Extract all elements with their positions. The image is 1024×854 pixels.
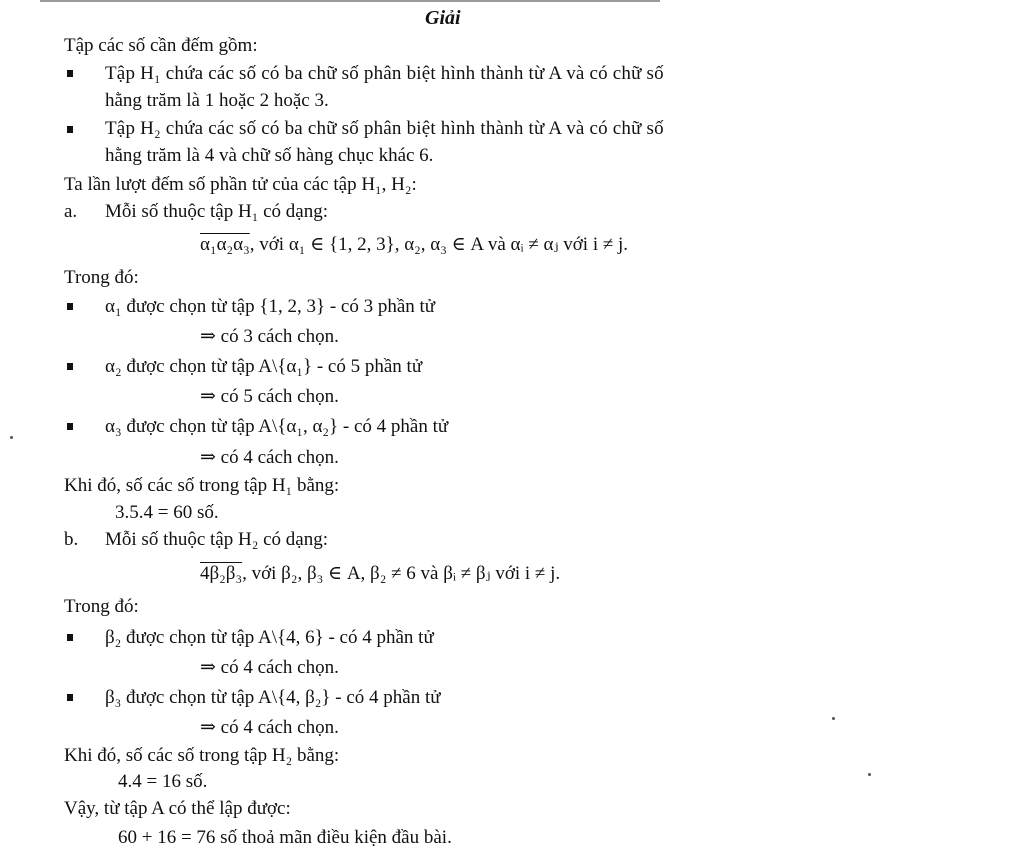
h1-description-line1: Tập H₁ chứa các số có ba chữ số phân biệt hình thành từ A và có chữ số bbox=[105, 63, 664, 84]
form-a bbox=[200, 233, 628, 257]
trong-do-b: Trong đó: bbox=[64, 596, 139, 617]
h2-description-line1: Tập H₂ chứa các số có ba chữ số phân biệt hình thành từ A và có chữ số bbox=[105, 118, 664, 139]
scan-speck bbox=[832, 717, 835, 720]
b3-result: ⇒ có 4 cách chọn. bbox=[200, 717, 339, 738]
result-a: 3.5.4 = 60 số. bbox=[115, 502, 219, 523]
a3-result: ⇒ có 4 cách chọn. bbox=[200, 447, 339, 468]
a2-line: α₂ được chọn từ tập A\{α₁} - có 5 phần tử bbox=[105, 356, 423, 377]
h1-description-line2: hằng trăm là 1 hoặc 2 hoặc 3. bbox=[105, 90, 329, 111]
intro-line: Tập các số cần đếm gồm: bbox=[64, 35, 258, 56]
solution-title: Giải bbox=[425, 7, 461, 29]
bullet-a3 bbox=[67, 423, 73, 430]
form-b-symbol: 4β₂β₃ bbox=[200, 563, 243, 584]
top-edge-remnant bbox=[40, 0, 660, 2]
bullet-h2 bbox=[67, 126, 73, 133]
part-b-label: b. bbox=[64, 529, 79, 550]
khi-do-b: Khi đó, số các số trong tập H₂ bằng: bbox=[64, 745, 340, 766]
a1-result: ⇒ có 3 cách chọn. bbox=[200, 326, 339, 347]
part-b-text: Mỗi số thuộc tập H₂ có dạng: bbox=[105, 529, 328, 550]
form-a-condition: , với α₁ ∈ {1, 2, 3}, α₂, α₃ ∈ A và αᵢ ≠ αⱼ với i ≠ j. bbox=[249, 234, 629, 255]
bullet-h1 bbox=[67, 70, 73, 77]
a1-line: α₁ được chọn từ tập {1, 2, 3} - có 3 phần tử bbox=[105, 296, 436, 317]
h2-description-line2: hằng trăm là 4 và chữ số hàng chục khác 6. bbox=[105, 145, 434, 166]
final-result: 60 + 16 = 76 số thoả mãn điều kiện đầu bài. bbox=[118, 827, 452, 848]
b3-line: β₃ được chọn từ tập A\{4, β₂} - có 4 phần tử bbox=[105, 687, 441, 708]
b2-line: β₂ được chọn từ tập A\{4, 6} - có 4 phần tử bbox=[105, 627, 434, 648]
part-a-text: Mỗi số thuộc tập H₁ có dạng: bbox=[105, 201, 328, 222]
khi-do-a: Khi đó, số các số trong tập H₁ bằng: bbox=[64, 475, 340, 496]
scan-speck bbox=[10, 436, 13, 439]
bullet-b2 bbox=[67, 634, 73, 641]
bullet-a1 bbox=[67, 303, 73, 310]
trong-do-a: Trong đó: bbox=[64, 267, 139, 288]
b2-result: ⇒ có 4 cách chọn. bbox=[200, 657, 339, 678]
bullet-a2 bbox=[67, 363, 73, 370]
form-a-symbol: α₁α₂α₃ bbox=[200, 234, 250, 255]
a2-result: ⇒ có 5 cách chọn. bbox=[200, 386, 339, 407]
conclusion-line: Vậy, từ tập A có thể lập được: bbox=[64, 798, 291, 819]
a3-line: α₃ được chọn từ tập A\{α₁, α₂} - có 4 phần tử bbox=[105, 416, 449, 437]
count-intro-line: Ta lần lượt đếm số phần tử của các tập H₁, H₂: bbox=[64, 174, 417, 195]
scan-speck bbox=[868, 773, 871, 776]
part-a-label: a. bbox=[64, 201, 78, 222]
form-b-condition: , với β₂, β₃ ∈ A, β₂ ≠ 6 và βᵢ ≠ βⱼ với i ≠ j. bbox=[242, 563, 561, 584]
form-b bbox=[200, 562, 560, 586]
bullet-b3 bbox=[67, 694, 73, 701]
result-b: 4.4 = 16 số. bbox=[118, 771, 208, 792]
